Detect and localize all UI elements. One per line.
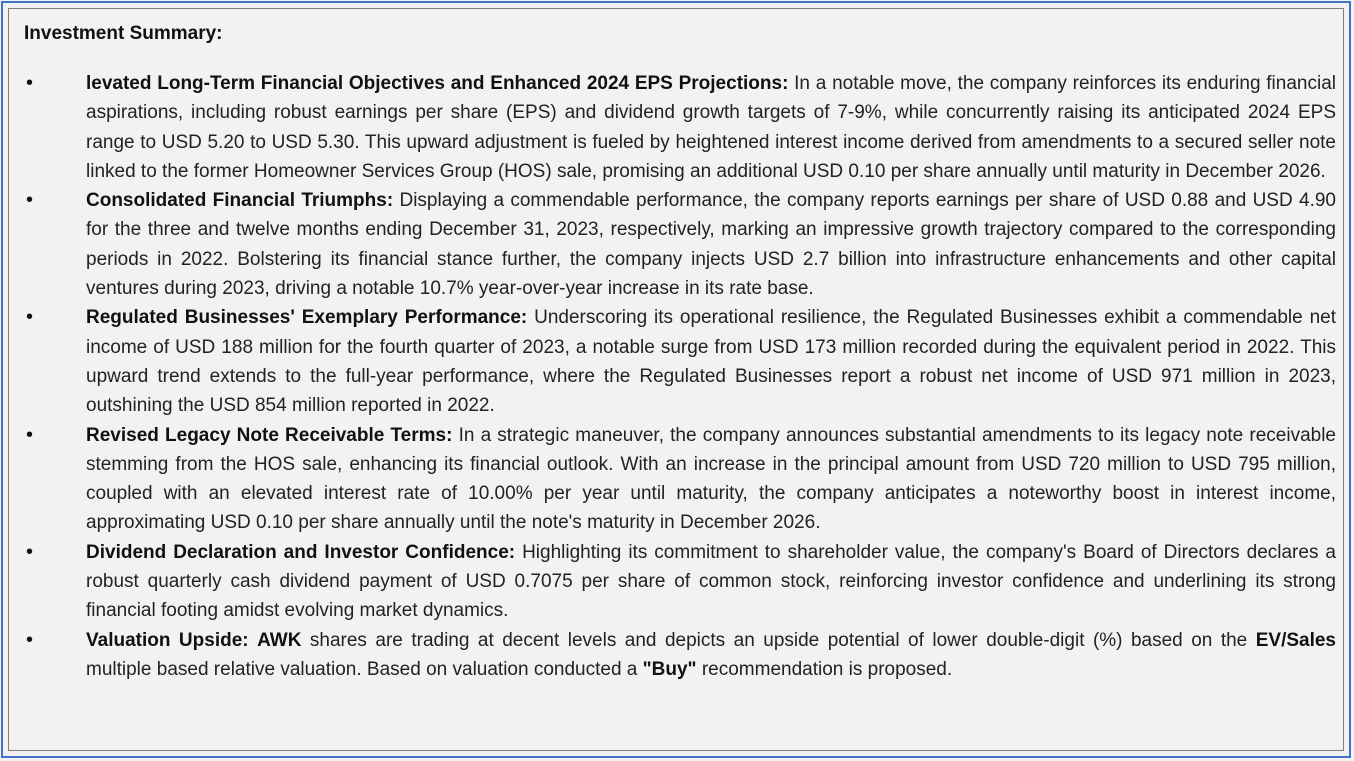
- recommendation: "Buy": [642, 658, 697, 680]
- bullet-icon: •: [26, 189, 34, 212]
- bullet-icon: •: [26, 72, 34, 94]
- item-title: Regulated Businesses' Exemplary Performance:: [86, 307, 528, 329]
- item-title: Consolidated Financial Triumphs:: [86, 190, 394, 212]
- item-text: multiple based relative valuation. Based on valuation conducted a: [86, 658, 643, 680]
- item-text: In a strategic maneuver, the company announces substantial amendments to its legacy note receivable stemming from the HOS sale, enhancing its financial outlook. With an increase in the principal amount from USD 720 million to USD 795 million, coupled with an elevated interest rate of 10.00% per year until maturity, the company anticipates a noteworthy boost in interest income, approximating USD 0.10 per share annually until the note's maturity in December 2026.: [86, 424, 1336, 534]
- list-item-dividend: [24, 538, 1336, 626]
- bullet-icon: •: [26, 306, 34, 329]
- list-item-legacy-note: [24, 421, 1336, 538]
- summary-frame: [1, 1, 1351, 758]
- bullet-icon: •: [26, 628, 34, 651]
- section-heading: Investment Summary:: [24, 23, 223, 44]
- bullet-icon: •: [26, 423, 34, 446]
- item-text: shares are trading at decent levels and depicts an upside potential of lower double-digit (%) based on the: [301, 629, 1256, 651]
- item-text: Displaying a commendable performance, the company reports earnings per share of USD 0.88 and USD 4.90 for the three and twelve months ending December 31, 2023, respectively, marking an impressive growth trajectory compared to the corresponding periods in 2022. Bolstering its financial stance further, the company injects USD 2.7 billion into infrastructure enhancements and other capital ventures during 2023, driving a notable 10.7% year-over-year increase in its rate base.: [86, 190, 1336, 300]
- item-title: Valuation Upside:: [86, 629, 249, 651]
- list-item-financial-triumphs: [24, 186, 1336, 303]
- item-title: Dividend Declaration and Investor Confidence:: [86, 541, 516, 563]
- item-text: Highlighting its commitment to shareholder value, the company's Board of Directors declares a robust quarterly cash dividend payment of USD 0.7075 per share of common stock, reinforcing investor confidence and underlining its strong financial footing amidst evolving market dynamics.: [86, 541, 1336, 622]
- summary-box: [8, 8, 1344, 751]
- ticker-symbol: AWK: [257, 629, 302, 651]
- item-title: levated Long-Term Financial Objectives and Enhanced 2024 EPS Projections:: [86, 73, 789, 94]
- item-text: In a notable move, the company reinforces its enduring financial aspirations, including robust earnings per share (EPS) and dividend growth targets of 7-9%, while concurrently raising its anticipated 2024 EPS range to USD 5.20 to USD 5.30. This upward adjustment is fueled by heightened interest income derived from amendments to a secured seller note linked to the former Homeowner Services Group (HOS) sale, promising an additional USD 0.10 per share annually until maturity in December 2026.: [86, 73, 1336, 182]
- item-text: recommendation is proposed.: [696, 658, 953, 680]
- item-title: Revised Legacy Note Receivable Terms:: [86, 424, 453, 446]
- list-item-regulated-businesses: [24, 303, 1336, 420]
- valuation-metric: EV/Sales: [1255, 629, 1336, 651]
- bullet-icon: •: [26, 540, 34, 563]
- summary-list: [24, 69, 1336, 684]
- list-item-eps-projections: [24, 69, 1336, 186]
- item-text: Underscoring its operational resilience, the Regulated Businesses exhibit a commendable net income of USD 188 million for the fourth quarter of 2023, a notable surge from USD 173 million recorded during the equivalent period in 2022. This upward trend extends to the full-year performance, where the Regulated Businesses report a robust net income of USD 971 million in 2023, outshining the USD 854 million reported in 2022.: [86, 307, 1337, 417]
- list-item-valuation: [24, 626, 1336, 685]
